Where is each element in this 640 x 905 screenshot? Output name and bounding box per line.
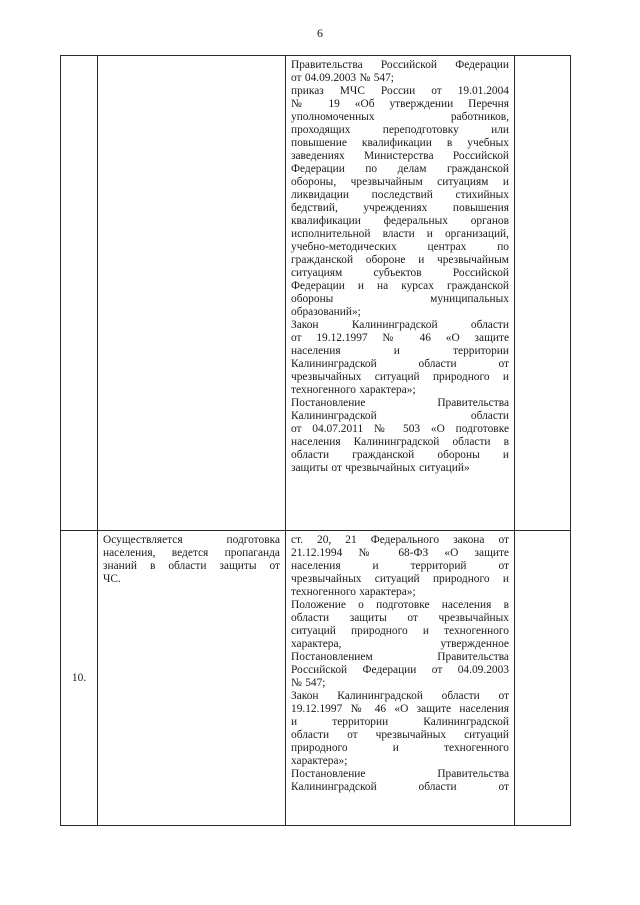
text-line: учебно-методических центрах по [291, 241, 509, 253]
text-line: № 547; [291, 677, 326, 689]
table-row [61, 56, 571, 531]
text-line: Постановлением Правительства [291, 651, 509, 663]
text-line: от 04.09.2003 № 547; [291, 72, 394, 84]
text-line: Закон Калининградской области [291, 319, 509, 331]
note-cell [515, 531, 571, 826]
text-line: исполнительной власти и организаций, [291, 228, 509, 240]
text-line: населения, ведется пропаганда [103, 547, 280, 559]
text-line: Правительства Российской Федерации [291, 59, 509, 71]
text-line: ситуаций природного и техногенного [291, 625, 509, 637]
text-line: обороны, чрезвычайным ситуациям и [291, 176, 509, 188]
text-line: Закон Калининградской области от [291, 690, 509, 702]
text-line: Положение о подготовке населения в [291, 599, 509, 611]
text-line: знаний в области защиты от [103, 560, 280, 572]
text-line: Осуществляется подготовка [103, 534, 280, 546]
text-line: Калининградской области [291, 410, 509, 422]
text-line: Федерации по делам гражданской [291, 163, 509, 175]
text-line: заведениях Министерства Российской [291, 150, 509, 162]
text-line: защиты от чрезвычайных ситуаций» [291, 462, 470, 474]
legal-basis-text [286, 531, 514, 796]
text-line: техногенного характера»; [291, 384, 416, 396]
text-line: Постановление Правительства [291, 768, 509, 780]
text-line: приказ МЧС России от 19.01.2004 [291, 85, 509, 97]
text-line: чрезвычайных ситуаций природного и [291, 573, 509, 585]
text-line: области гражданской обороны и [291, 449, 509, 461]
text-line: проходящих переподготовку или [291, 124, 509, 136]
measures-table [60, 55, 571, 826]
text-line: гражданской обороне и чрезвычайным [291, 254, 509, 266]
row-number-cell: 10. [61, 531, 98, 826]
text-line: 19.12.1997 № 46 «О защите населения [291, 703, 509, 715]
text-line: Калининградской области от [291, 358, 509, 370]
text-line: ЧС. [103, 573, 121, 585]
text-line: № 19 «Об утверждении Перечня [291, 98, 509, 110]
text-line: техногенного характера»; [291, 586, 416, 598]
text-line: населения Калининградской области в [291, 436, 509, 448]
text-line: квалификации федеральных органов [291, 215, 509, 227]
text-line: населения и территорий от [291, 560, 509, 572]
text-line: характера»; [291, 755, 348, 767]
text-line: от 04.07.2011 № 503 «О подготовке [291, 423, 509, 435]
text-line: населения и территории [291, 345, 509, 357]
legal-basis-cell [286, 531, 515, 826]
text-line: от 19.12.1997 № 46 «О защите [291, 332, 509, 344]
text-line: и территории Калининградской [291, 716, 509, 728]
text-line: Федерации и на курсах гражданской [291, 280, 509, 292]
text-line: Калининградской области от [291, 781, 509, 793]
text-line: природного и техногенного [291, 742, 509, 754]
text-line: области от чрезвычайных ситуаций [291, 729, 509, 741]
text-line: области защиты от чрезвычайных [291, 612, 509, 624]
table-row [61, 531, 571, 826]
text-line: Российской Федерации от 04.09.2003 [291, 664, 509, 676]
text-line: Постановление Правительства [291, 397, 509, 409]
text-line: ситуациям субъектов Российской [291, 267, 509, 279]
text-line: бедствий, учреждениях повышения [291, 202, 509, 214]
text-line: чрезвычайных ситуаций природного и [291, 371, 509, 383]
text-line: уполномоченных работников, [291, 111, 509, 123]
action-cell [98, 56, 286, 531]
action-cell [98, 531, 286, 826]
text-line: характера, утвержденное [291, 638, 509, 650]
row-number-cell [61, 56, 98, 531]
text-line: ликвидации последствий стихийных [291, 189, 509, 201]
page-number: 6 [317, 26, 323, 40]
text-line: повышение квалификации в учебных [291, 137, 509, 149]
action-text [98, 531, 285, 588]
text-line: обороны муниципальных [291, 293, 509, 305]
text-line: 21.12.1994 № 68-ФЗ «О защите [291, 547, 509, 559]
text-line: образований»; [291, 306, 361, 318]
legal-basis-text [286, 56, 514, 477]
legal-basis-cell [286, 56, 515, 531]
note-cell [515, 56, 571, 531]
text-line: ст. 20, 21 Федерального закона от [291, 534, 509, 546]
